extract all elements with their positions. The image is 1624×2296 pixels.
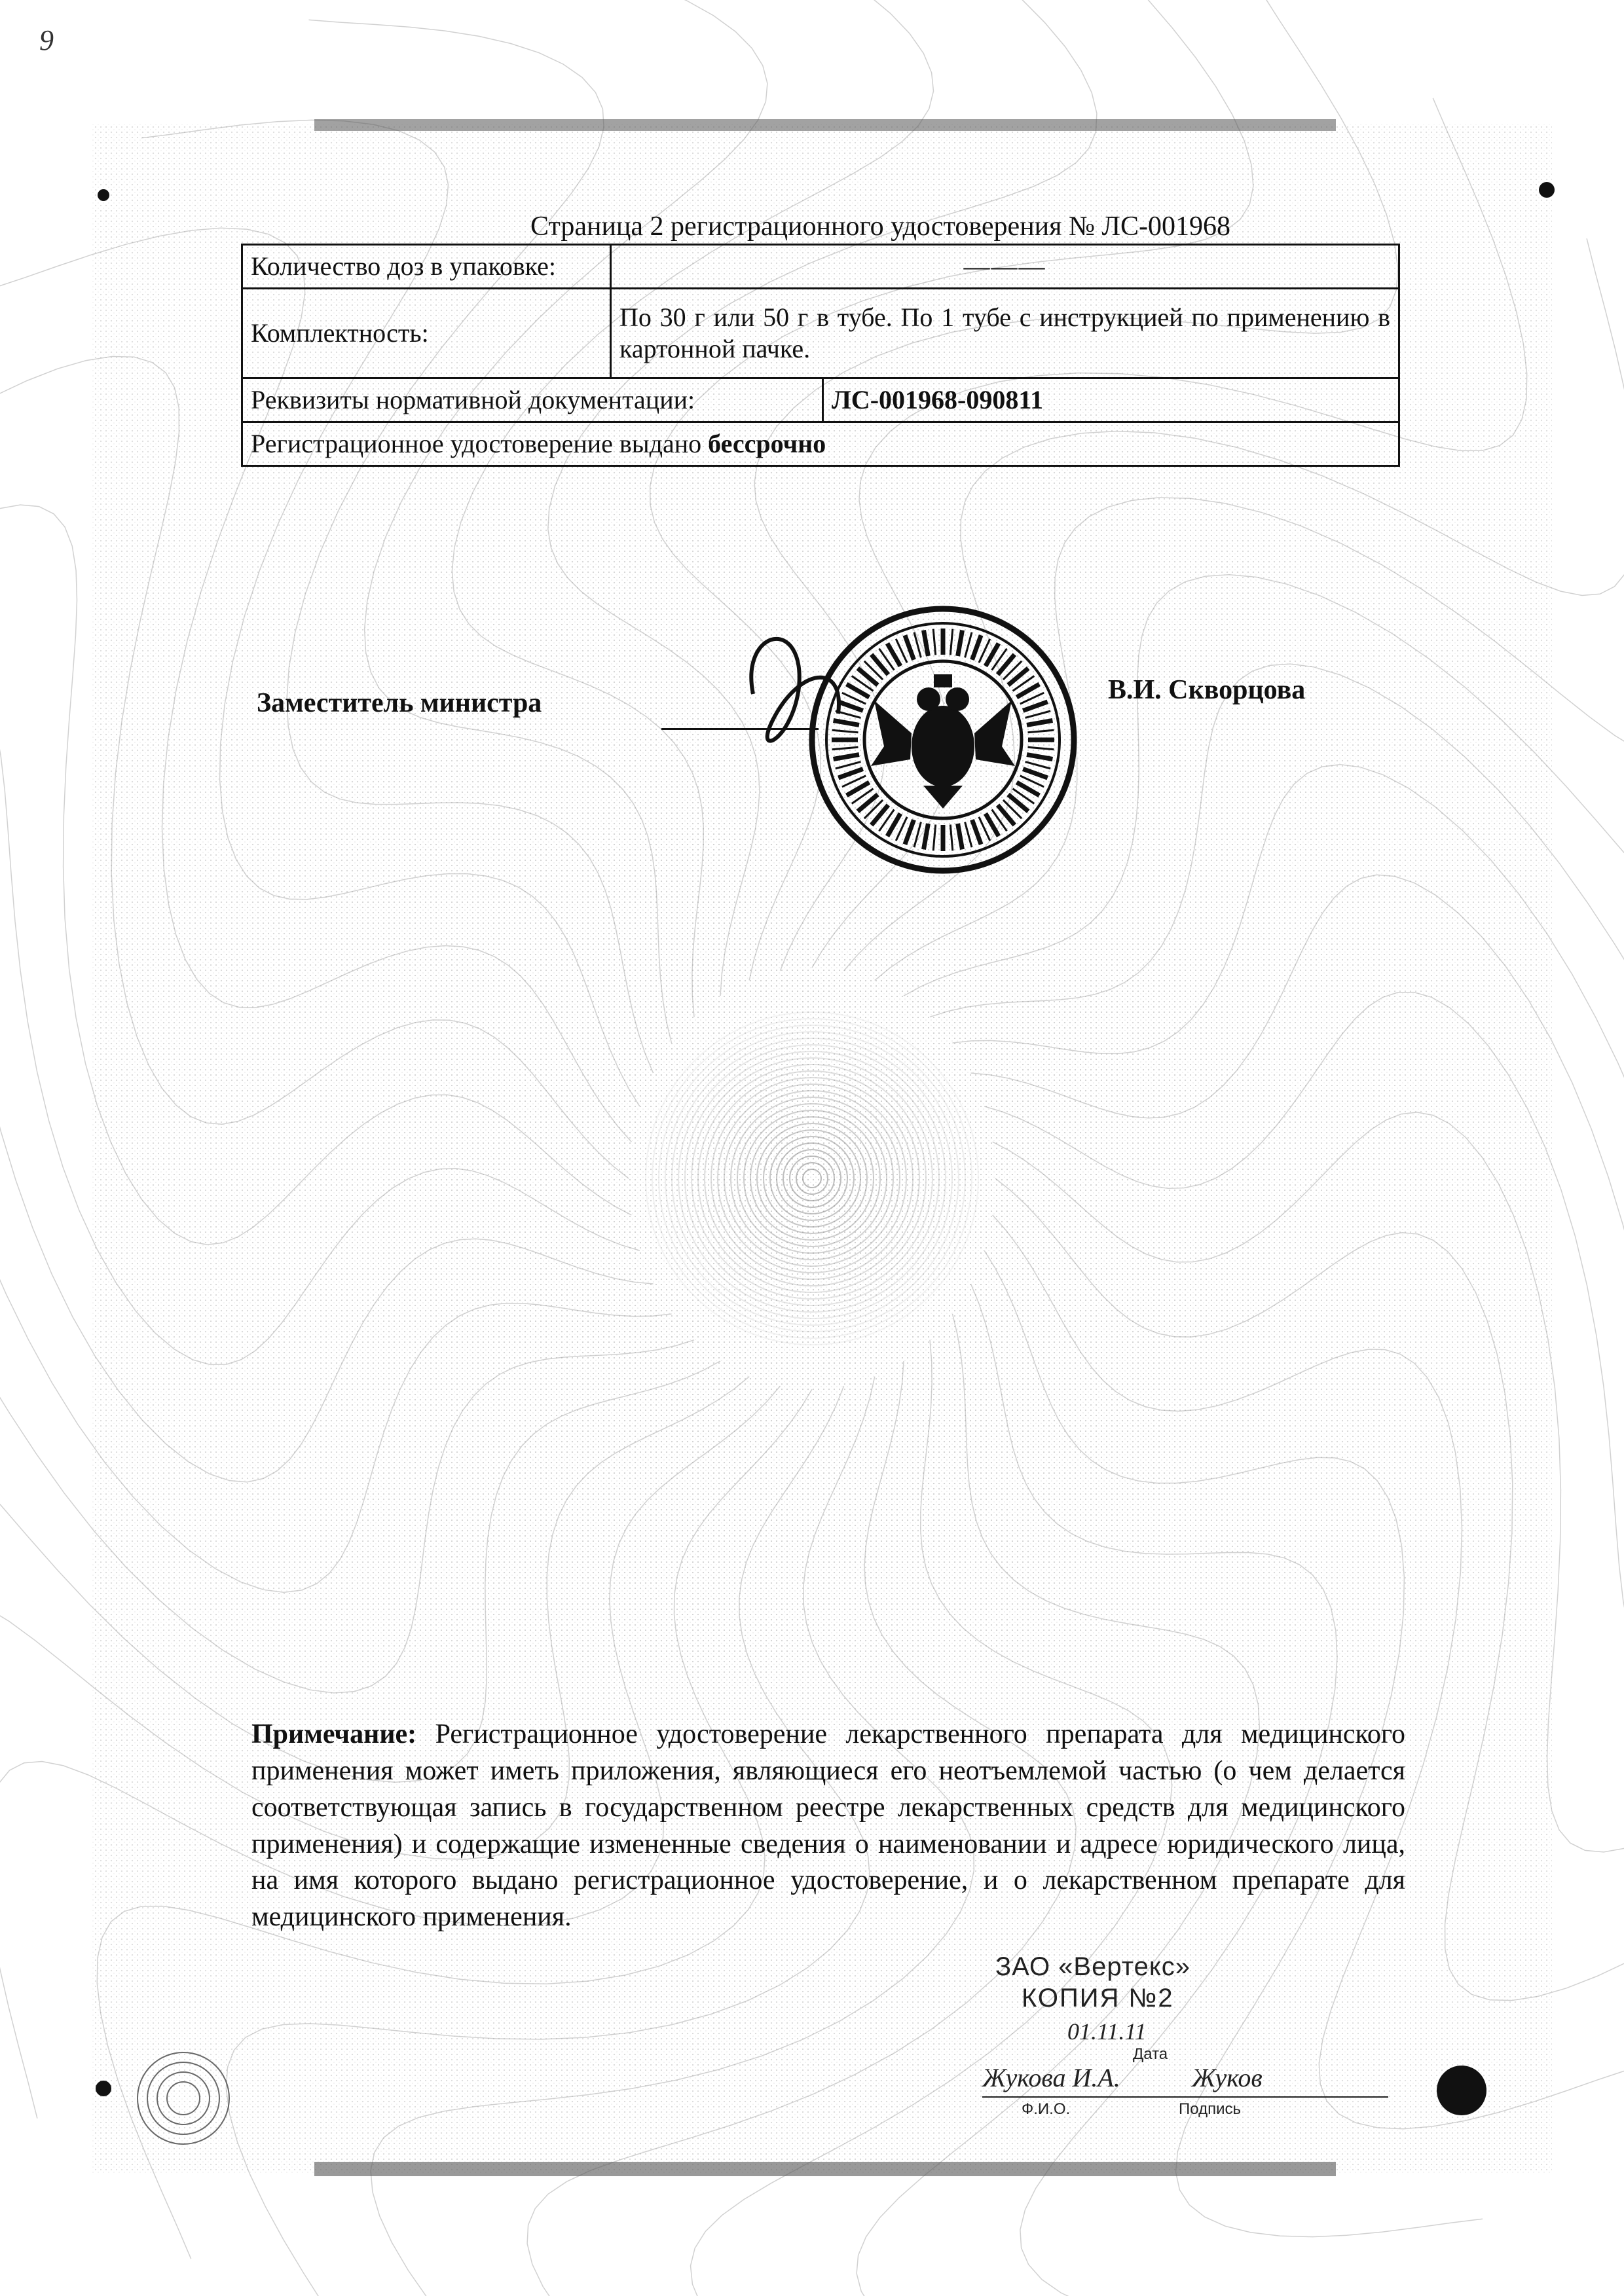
coat-of-arms-icon <box>871 674 1015 809</box>
stamp-fio-label: Ф.И.О. <box>1022 2100 1071 2118</box>
stamp-date-label: Дата <box>1133 2045 1168 2063</box>
completeness-value: По 30 г или 50 г в тубе. По 1 тубе с инструкцией по применению в картонной пачке. <box>611 289 1399 378</box>
stamp-signature: Жуков <box>1192 2063 1263 2092</box>
signatory-title: Заместитель министра <box>257 688 542 718</box>
stamp-copy-number: КОПИЯ №2 <box>1022 1984 1174 2013</box>
issued-prefix: Регистрационное удостоверение выдано <box>251 429 702 458</box>
issued-cell <box>242 422 1399 466</box>
stamp-fio: Жукова И.А. <box>982 2063 1120 2092</box>
stamp-underline <box>982 2096 1388 2098</box>
handwritten-signature <box>751 639 839 741</box>
official-seal <box>727 589 1120 890</box>
page-header: Страница 2 регистрационного удостоверения № ЛС-001968 <box>530 211 1231 242</box>
norm-doc-cell <box>242 378 1399 422</box>
table-row <box>242 289 1399 378</box>
norm-doc-value: ЛС-001968-090811 <box>832 385 1044 414</box>
doses-value: ——— <box>611 245 1399 289</box>
stamp-signature-label: Подпись <box>1179 2100 1241 2118</box>
stamp-date: 01.11.11 <box>1067 2018 1147 2045</box>
registration-details-table <box>241 244 1400 467</box>
note-paragraph <box>251 1717 1405 1936</box>
signatory-name: В.И. Скворцова <box>1108 675 1306 705</box>
note-label: Примечание: <box>251 1719 417 1749</box>
issued-value: бессрочно <box>708 429 826 458</box>
doses-label: Количество доз в упаковке: <box>242 245 611 289</box>
stamp-organization: ЗАО «Вертекс» <box>995 1952 1191 1981</box>
table-row <box>242 378 1399 422</box>
completeness-label: Комплектность: <box>242 289 611 378</box>
note-text: Регистрационное удостоверение лекарственного препарата для медицинского применения может иметь приложения, являющиеся его неотъемлемой частью (о чем делается соответствующая запись в государственном реестре лекарственных средств для медицинского применения) и содержащие измененные сведения о наименовании и адресе юридического лица, на имя которого выдано регистрационное удостоверение, и о лекарственном препарате для медицинского применения. <box>251 1719 1406 1933</box>
table-row <box>242 245 1399 289</box>
table-row <box>242 422 1399 466</box>
corner-handwritten-mark: 9 <box>39 24 54 56</box>
norm-doc-label: Реквизиты нормативной документации: <box>251 379 824 421</box>
seal-ring <box>812 609 1074 871</box>
